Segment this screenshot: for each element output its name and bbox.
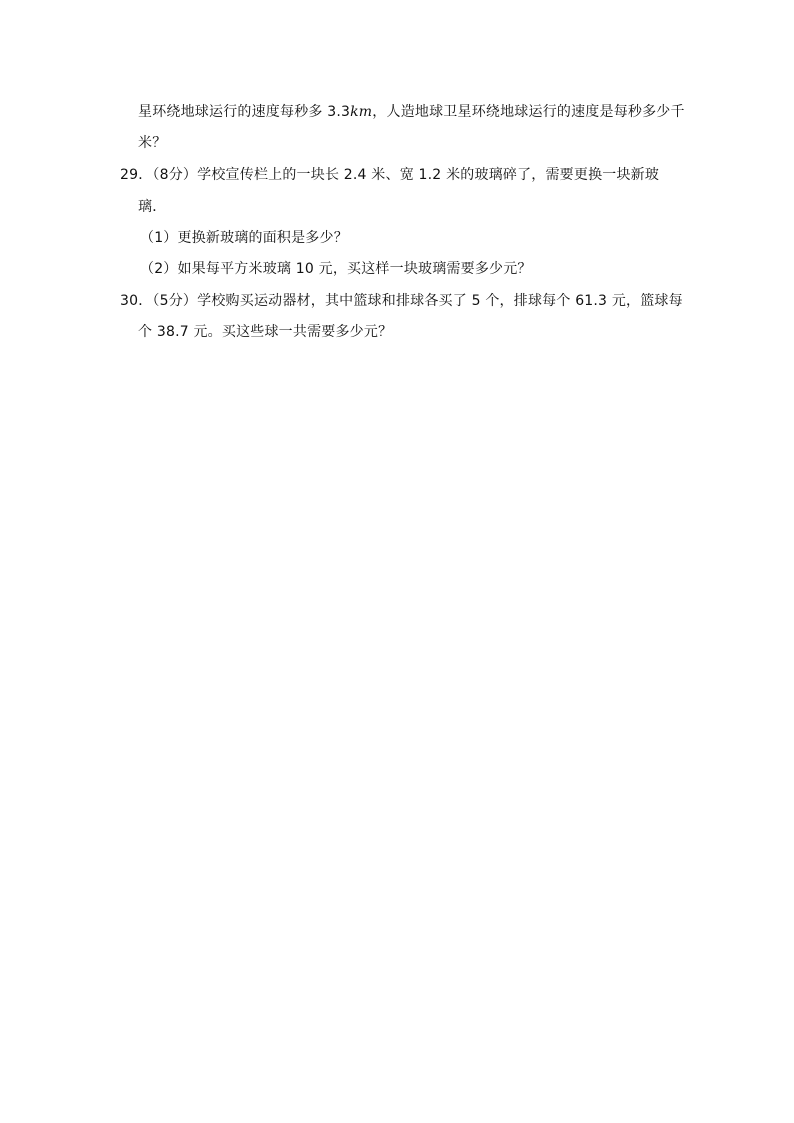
q30-stem: 学校购买运动器材，其中篮球和排球各买了 5 个，排球每个 61.3 元，篮球每 xyxy=(197,293,683,309)
q29-line1 xyxy=(120,165,659,185)
q29-score: （8分） xyxy=(152,167,198,183)
q28-text-before-unit: 星环绕地球运行的速度每秒多 3.3 xyxy=(138,104,351,120)
q28-continuation-line2: 米？ xyxy=(138,135,167,151)
q30-number: 30． xyxy=(120,293,153,309)
q29-subquestion-1: （1）更换新玻璃的面积是多少？ xyxy=(140,230,348,246)
q30-score: （5分） xyxy=(152,293,198,309)
q29-stem: 学校宣传栏上的一块长 2.4 米、宽 1.2 米的玻璃碎了，需要更换一块新玻 xyxy=(197,167,660,183)
q30-line2: 个 38.7 元。买这些球一共需要多少元？ xyxy=(138,324,393,340)
q28-unit: km xyxy=(350,104,373,120)
q28-text-after-unit: ，人造地球卫星环绕地球运行的速度是每秒多少千 xyxy=(372,104,685,120)
q30-line1 xyxy=(120,291,683,311)
q28-continuation-line1 xyxy=(138,102,685,122)
q29-subquestion-2: （2）如果每平方米玻璃 10 元，买这样一块玻璃需要多少元？ xyxy=(140,261,532,277)
q29-number: 29． xyxy=(120,167,153,183)
q29-line2: 璃． xyxy=(138,199,167,215)
